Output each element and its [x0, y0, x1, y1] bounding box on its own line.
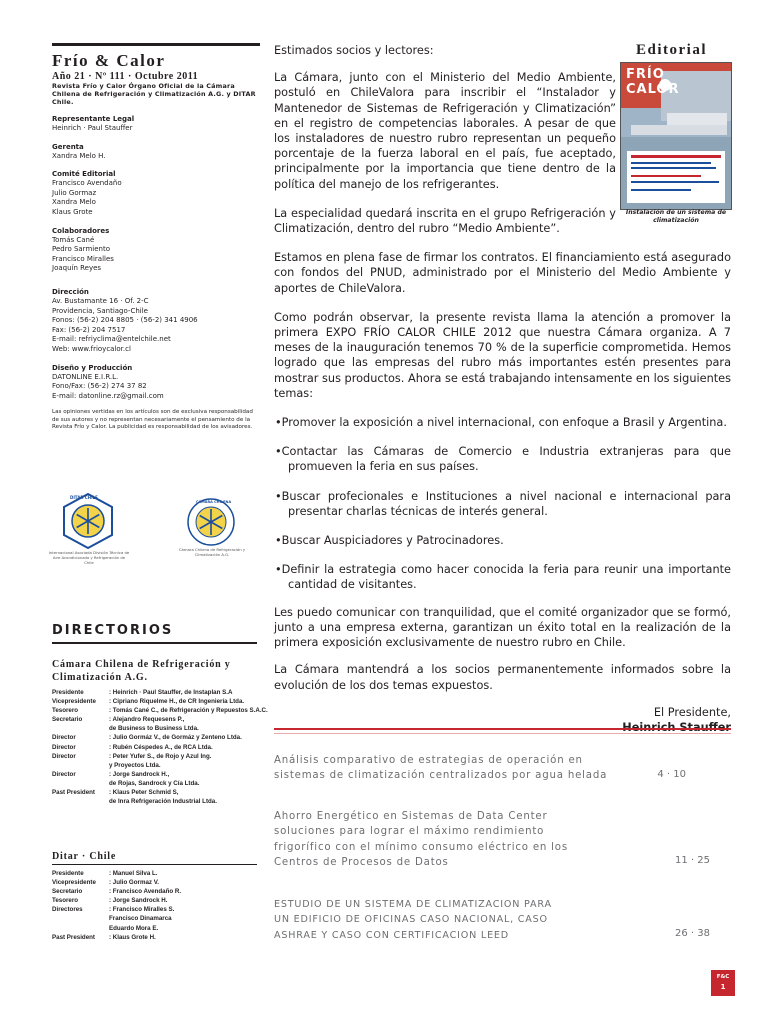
roster-name: : Julio Gormaz V. — [109, 879, 159, 887]
roster-name: : Tomás Cané C., de Refrigeración y Repuestos S.A.C. — [109, 707, 268, 715]
roster-name: : Peter Yufer S., de Rojo y Azul Ing. — [109, 752, 212, 760]
roster-name: : Cipriano Riquelme H., de CR Ingeniería Ltda. — [109, 698, 245, 706]
roster-row — [52, 688, 262, 697]
roster-role: Director — [52, 770, 76, 778]
roster-row — [52, 733, 262, 742]
paragraph-4: Como podrán observar, la presente revista llama la atención a promover la primera EXPO FRÍO CALOR CHILE 2012 que nuestra Cámara organiza. A 7 meses de la inauguración tenemos 70 % de la superficie comprometida. Hemos logrado que las empresas del rubro más importantes estén presentes para mostrar sus productos. Ahora se está trabajando intensamente en los siguientes temas: — [274, 310, 731, 400]
disclaimer-text: Las opiniones vertidas en los artículos son de exclusiva responsabilidad de sus autores y no representan necesariamente el pensamiento de la Revista Frío y Calor. La publicidad es responsabilidad de los avisadores. — [52, 409, 253, 431]
bullet-item: •Buscar profecionales e Instituciones a nivel nacional e internacional para presentar charlas técnicas de interés general. — [275, 489, 731, 518]
credit-heading: Comité Editorial — [52, 170, 116, 179]
roster-name: de Inra Refrigeración Industrial Ltda. — [109, 798, 217, 806]
roster-name: : Rubén Céspedes A., de RCA Ltda. — [109, 743, 213, 751]
ditar-logo-caption: Internacional Asociada División Técnica de Aire Acondicionado y Refrigeración de Chile — [48, 550, 130, 565]
credit-heading: Colaboradores — [52, 226, 110, 235]
credit-line: Fax: (56-2) 204 7517 — [52, 325, 126, 334]
roster-role: Secretario — [52, 716, 83, 724]
roster-name: y Proyectos Ltda. — [109, 761, 161, 769]
roster-name: de Business to Business Ltda. — [109, 725, 199, 733]
credit-line: Pedro Sarmiento — [52, 245, 110, 254]
credit-line: Fonos: (56-2) 204 8805 · (56-2) 341 4906 — [52, 316, 198, 325]
credit-line: Francisco Avendaño — [52, 179, 122, 188]
roster-name: : Julio Gormáz V., de Gormáz y Zenteno Ltda. — [109, 734, 242, 742]
roster-row — [52, 869, 262, 878]
roster-row — [52, 752, 262, 761]
roster-row — [52, 896, 262, 905]
bullet-item: •Contactar las Cámaras de Comercio e Industria extranjeras para que promueven la feria en sus países. — [275, 445, 731, 474]
credit-heading: Gerenta — [52, 142, 84, 151]
paragraph-1: La Cámara, junto con el Ministerio del Medio Ambiente, postuló en ChileValora para inscribir el “Instalador y Mantenedor de Sistemas de Refrigeración y Climatización” en el registro de competencias laborales. A pesar de que los instaladores de nuestro rubro representan un pequeño porcentaje de la fuerza laboral en el país, fue aceptado, principalmente por la importancia que tiene dentro de la política del manejo de los refrigerantes. — [274, 71, 616, 191]
credit-group — [52, 364, 262, 402]
toc-entry[interactable] — [274, 809, 574, 871]
toc-title: Ahorro Energético en Sistemas de Data Center soluciones para lograr el máximo rendimiento frigorífico con el mínimo consumo eléctrico en los Centros de Procesos de Datos — [274, 811, 568, 869]
credit-line: Xandra Melo H. — [52, 151, 106, 160]
roster-row — [52, 788, 262, 797]
roster-name: : Jorge Sandrock H. — [109, 897, 168, 905]
roster-name: : Francisco Avendaño R. — [109, 888, 182, 896]
credit-group — [52, 115, 262, 134]
credit-line: E-mail: datonline.rz@gmail.com — [52, 391, 164, 400]
roster-row — [52, 697, 262, 706]
roster-name: : Heinrich · Paul Stauffer, de Instaplan S.A — [109, 689, 233, 696]
roster-role: Presidente — [52, 870, 84, 877]
credits-list — [52, 115, 262, 401]
roster-role: Tesorero — [52, 707, 79, 715]
credit-group — [52, 288, 262, 355]
credit-line: Providencia, Santiago-Chile — [52, 306, 148, 315]
directorios-rule — [52, 642, 257, 644]
roster-name: : Manuel Silva L. — [109, 870, 158, 877]
roster-name: : Jorge Sandrock H., — [109, 770, 170, 778]
roster-row — [52, 715, 262, 724]
ditar-roster — [52, 869, 262, 942]
ditar-rule — [52, 864, 257, 865]
toc-pages: 26 · 38 — [675, 928, 710, 939]
roster-row — [52, 706, 268, 715]
roster-row — [52, 887, 262, 896]
toc-entry[interactable] — [274, 753, 634, 784]
issue-line: Año 21 · Nº 111 · Octubre 2011 — [52, 71, 199, 82]
roster-row — [52, 797, 262, 806]
credit-group — [52, 143, 262, 162]
roster-role: Director — [52, 734, 76, 742]
bullet-item: •Buscar Auspiciadores y Patrocinadores. — [275, 534, 504, 548]
roster-row — [52, 779, 262, 788]
credit-line: Web: www.frioycalor.cl — [52, 344, 131, 353]
camara-logo-label: CÁMARA CHILENA — [196, 500, 232, 504]
roster-row — [52, 924, 262, 933]
roster-role: Director — [52, 752, 76, 760]
roster-row — [52, 878, 262, 887]
page-number: 1 — [720, 983, 726, 991]
credit-line: E-mail: refriyclima@entelchile.net — [52, 335, 171, 344]
roster-name: : Klaus Grote H. — [109, 933, 156, 941]
credit-heading: Representante Legal — [52, 115, 135, 123]
cover-brand-1: FRÍO — [626, 67, 665, 82]
credit-line: Heinrich · Paul Stauffer — [52, 124, 133, 132]
roster-role: Presidente — [52, 689, 84, 696]
toc-rule — [274, 728, 731, 730]
masthead-column — [52, 43, 262, 432]
roster-role: Vicepresidente — [52, 879, 96, 887]
ditar-logo-label: DITAR CHILE — [70, 495, 98, 500]
cover-brand-2: CALOR — [626, 82, 680, 97]
toc-pages: 4 · 10 — [657, 769, 686, 780]
toc-title: Análisis comparativo de estrategias de operación en sistemas de climatización centralizados por agua helada — [274, 755, 608, 782]
roster-row — [52, 743, 262, 752]
roster-role: Past President — [52, 933, 95, 941]
credit-group — [52, 227, 262, 274]
credit-line: Klaus Grote — [52, 207, 93, 216]
roster-name: Eduardo Mora E. — [109, 924, 159, 932]
magazine-description: Revista Frío y Calor Órgano Oficial de la Cámara Chilena de Refrigeración y Climatización A.G. y DITAR Chile. — [52, 82, 256, 106]
roster-name: Francisco Dinamarca — [109, 915, 172, 923]
roster-name: : Francisco Miralles S. — [109, 906, 175, 914]
credit-heading: Diseño y Producción — [52, 363, 133, 372]
credit-line: Julio Gormaz — [52, 188, 97, 197]
camara-roster — [52, 688, 268, 806]
camara-logo-caption: Cámara Chilena de Refrigeración y Climatización A.G. — [178, 547, 246, 557]
ditar-org-name: Ditar · Chile — [52, 851, 117, 862]
credit-group — [52, 170, 262, 217]
page-tab-label: F&C — [716, 974, 730, 980]
roster-role: Past President — [52, 789, 95, 797]
ditar-logo — [60, 492, 116, 550]
roster-row — [52, 770, 262, 779]
toc-title: ESTUDIO DE UN SISTEMA DE CLIMATIZACION PARA UN EDIFICIO DE OFICINAS CASO NACIONAL, CASO ASHRAE Y CASO CON CERTIFICACION LEED — [274, 899, 552, 941]
roster-row — [52, 905, 262, 914]
credit-line: Av. Bustamante 16 · Of. 2-C — [52, 296, 149, 305]
credit-line: Fono/Fax: (56-2) 274 37 82 — [52, 382, 147, 391]
roster-role: Director — [52, 743, 76, 751]
credit-line: DATONLINE E.I.R.L. — [52, 372, 119, 381]
roster-name: : Klaus Peter Schmid S, — [109, 789, 179, 797]
paragraph-2: La especialidad quedará inscrita en el grupo Refrigeración y Climatización, dentro del rubro “Medio Ambiente”. — [274, 206, 616, 236]
camara-logo — [186, 497, 236, 547]
greeting: Estimados socios y lectores: — [274, 44, 434, 57]
cover-caption: Instalación de un sistema de climatización — [625, 209, 727, 224]
bullet-item: •Promover la exposición a nivel internacional, con enfoque a Brasil y Argentina. — [275, 416, 727, 430]
credit-line: Francisco Miralles — [52, 254, 114, 263]
signature-role: El Presidente, — [653, 705, 731, 719]
roster-role: Directores — [52, 906, 83, 914]
toc-entry[interactable] — [274, 897, 564, 943]
roster-role: Vicepresidente — [52, 698, 96, 706]
roster-role: Secretario — [52, 888, 83, 896]
toc-rule-thin — [274, 733, 731, 734]
roster-name: : Alejandro Requesens P., — [109, 716, 185, 724]
credit-line: Xandra Melo — [52, 198, 96, 207]
directorios-title: DIRECTORIOS — [52, 623, 174, 638]
credit-line: Tomás Cané — [52, 235, 95, 244]
page-number-tab — [711, 970, 735, 996]
roster-row — [52, 724, 262, 733]
paragraph-6: La Cámara mantendrá a los socios permanentemente informados sobre la evolución de los dos temas expuestos. — [274, 663, 731, 692]
editorial-body — [274, 43, 731, 735]
bullet-item: •Definir la estrategia como hacer conocida la feria para reunir una importante cantidad de visitantes. — [275, 563, 731, 592]
paragraph-3: Estamos en plena fase de firmar los contratos. El financiamiento está asegurado con fondos del PNUD, administrado por el Ministerio del Medio Ambiente y aportes de ChileValora. — [274, 251, 731, 295]
roster-name: de Rojas, Sandrock y Cía Ltda. — [109, 779, 200, 787]
toc-pages: 11 · 25 — [675, 855, 710, 866]
roster-role: Tesorero — [52, 897, 79, 905]
roster-row — [52, 761, 262, 770]
editorial-label: Editorial — [636, 42, 708, 58]
credit-heading: Dirección — [52, 287, 89, 296]
credit-line: Joaquín Reyes — [52, 264, 102, 273]
camara-org-name: Cámara Chilena de Refrigeración y Climatización A.G. — [52, 659, 231, 683]
magazine-title: Frío & Calor — [52, 51, 166, 70]
roster-row — [52, 933, 262, 942]
masthead-rule — [52, 43, 260, 46]
paragraph-5: Les puedo comunicar con tranquilidad, que el comité organizador que se formó, junto a una empresa externa, garantizan un éxito total en la realización de la primera exposición exclusivamente de nuestro rubro en Chile. — [274, 605, 731, 650]
roster-row — [52, 914, 262, 923]
